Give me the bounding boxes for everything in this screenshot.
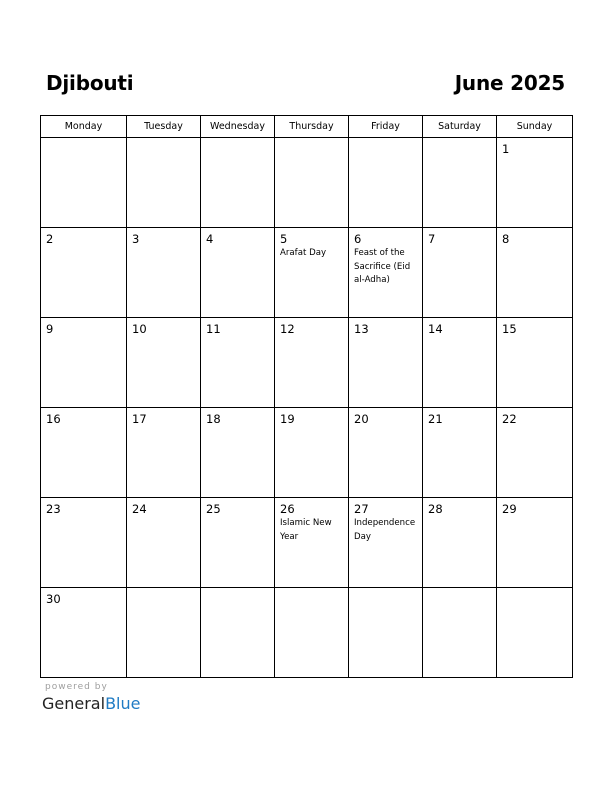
calendar-week-row [41, 228, 573, 318]
day-number: 7 [428, 232, 436, 246]
calendar-day-cell [127, 228, 201, 318]
calendar-day-cell [423, 318, 497, 408]
calendar-day-cell [41, 318, 127, 408]
calendar-day-cell [275, 588, 349, 678]
day-number: 15 [502, 322, 517, 336]
day-cell-content [41, 228, 126, 246]
day-cell-content [201, 588, 274, 592]
day-number: 18 [206, 412, 221, 426]
calendar-day-cell [201, 138, 275, 228]
country-title: Djibouti [46, 71, 134, 95]
weekday-header: Monday [41, 116, 127, 138]
calendar-week-row [41, 138, 573, 228]
day-cell-content [201, 498, 274, 516]
calendar-week-row [41, 498, 573, 588]
calendar-day-cell [41, 138, 127, 228]
calendar-day-cell [275, 228, 349, 318]
day-cell-content [349, 498, 422, 544]
day-cell-content [497, 588, 572, 592]
day-number: 25 [206, 502, 221, 516]
day-number: 19 [280, 412, 295, 426]
calendar-day-cell [127, 138, 201, 228]
day-cell-content [201, 228, 274, 246]
day-number: 10 [132, 322, 147, 336]
day-number: 21 [428, 412, 443, 426]
day-number: 16 [46, 412, 61, 426]
holiday-event: Arafat Day [280, 248, 327, 258]
day-cell-content [201, 318, 274, 336]
calendar-day-cell [349, 498, 423, 588]
calendar-day-cell [349, 138, 423, 228]
day-cell-content [127, 318, 200, 336]
day-number: 22 [502, 412, 517, 426]
day-cell-content [275, 408, 348, 426]
day-cell-content [349, 318, 422, 336]
day-number: 26 [280, 502, 295, 516]
day-cell-content [127, 138, 200, 142]
calendar-day-cell [423, 408, 497, 498]
calendar-day-cell [349, 408, 423, 498]
holiday-event: Islamic New Year [280, 518, 332, 542]
day-number: 29 [502, 502, 517, 516]
day-number: 2 [46, 232, 54, 246]
day-cell-content [423, 408, 496, 426]
day-number: 17 [132, 412, 147, 426]
day-number: 8 [502, 232, 510, 246]
day-cell-content [275, 318, 348, 336]
day-cell-content [423, 588, 496, 592]
calendar-week-row [41, 318, 573, 408]
day-number: 1 [502, 142, 510, 156]
day-cell-content [41, 408, 126, 426]
day-cell-content [201, 138, 274, 142]
day-cell-content [127, 588, 200, 592]
day-cell-content [497, 138, 572, 156]
day-cell-content [275, 228, 348, 261]
day-number: 12 [280, 322, 295, 336]
day-cell-content [349, 138, 422, 142]
calendar-week-row [41, 588, 573, 678]
day-number: 9 [46, 322, 54, 336]
day-cell-content [275, 138, 348, 142]
calendar-day-cell [497, 138, 573, 228]
day-number: 6 [354, 232, 362, 246]
day-number: 23 [46, 502, 61, 516]
calendar-day-cell [349, 318, 423, 408]
day-cell-content [423, 138, 496, 142]
day-number: 27 [354, 502, 369, 516]
calendar-day-cell [497, 318, 573, 408]
day-cell-content [497, 498, 572, 516]
day-cell-content [423, 318, 496, 336]
calendar-day-cell [127, 498, 201, 588]
holiday-event: Independence Day [354, 518, 416, 542]
day-number: 30 [46, 592, 61, 606]
logo-general-text: General [42, 694, 106, 713]
calendar-day-cell [423, 228, 497, 318]
calendar-day-cell [497, 408, 573, 498]
day-cell-content [201, 408, 274, 426]
day-number: 24 [132, 502, 147, 516]
powered-by-label: powered by [45, 682, 108, 692]
day-cell-content [127, 228, 200, 246]
calendar-day-cell [275, 408, 349, 498]
calendar-day-cell [275, 138, 349, 228]
day-number: 13 [354, 322, 369, 336]
day-number: 5 [280, 232, 288, 246]
calendar-day-cell [127, 588, 201, 678]
day-cell-content [127, 408, 200, 426]
calendar-day-cell [41, 588, 127, 678]
calendar-day-cell [497, 228, 573, 318]
day-cell-content [349, 228, 422, 288]
calendar-week-row [41, 408, 573, 498]
month-year-title: June 2025 [454, 71, 565, 95]
weekday-header: Saturday [423, 116, 497, 138]
day-cell-content [423, 228, 496, 246]
calendar-day-cell [201, 318, 275, 408]
calendar-day-cell [41, 498, 127, 588]
calendar-day-cell [201, 228, 275, 318]
calendar-day-cell [423, 588, 497, 678]
day-number: 11 [206, 322, 221, 336]
calendar-grid [40, 115, 573, 678]
day-cell-content [349, 588, 422, 592]
calendar-day-cell [201, 588, 275, 678]
calendar-day-cell [423, 498, 497, 588]
day-cell-content [127, 498, 200, 516]
calendar-day-cell [41, 228, 127, 318]
day-cell-content [275, 588, 348, 592]
calendar-day-cell [349, 588, 423, 678]
day-cell-content [497, 318, 572, 336]
calendar-day-cell [41, 408, 127, 498]
weekday-header: Tuesday [127, 116, 201, 138]
day-cell-content [41, 318, 126, 336]
day-cell-content [41, 498, 126, 516]
calendar-day-cell [127, 318, 201, 408]
calendar-day-cell [275, 318, 349, 408]
day-cell-content [497, 228, 572, 246]
day-cell-content [497, 408, 572, 426]
calendar-day-cell [349, 228, 423, 318]
calendar-day-cell [201, 498, 275, 588]
weekday-header: Thursday [275, 116, 349, 138]
weekday-header-row [41, 116, 573, 138]
weekday-header: Friday [349, 116, 423, 138]
weekday-header: Wednesday [201, 116, 275, 138]
weekday-header: Sunday [497, 116, 573, 138]
calendar-day-cell [497, 588, 573, 678]
day-number: 4 [206, 232, 214, 246]
calendar-day-cell [497, 498, 573, 588]
day-cell-content [41, 138, 126, 142]
day-number: 3 [132, 232, 140, 246]
calendar-day-cell [423, 138, 497, 228]
calendar-day-cell [201, 408, 275, 498]
holiday-event: Feast of the Sacrifice (Eid al-Adha) [354, 248, 411, 285]
day-cell-content [423, 498, 496, 516]
calendar-day-cell [275, 498, 349, 588]
logo-blue-text: Blue [105, 694, 141, 713]
day-number: 28 [428, 502, 443, 516]
day-number: 20 [354, 412, 369, 426]
day-number: 14 [428, 322, 443, 336]
day-cell-content [349, 408, 422, 426]
generalblue-logo[interactable] [42, 694, 140, 713]
day-cell-content [275, 498, 348, 544]
day-cell-content [41, 588, 126, 606]
calendar-day-cell [127, 408, 201, 498]
